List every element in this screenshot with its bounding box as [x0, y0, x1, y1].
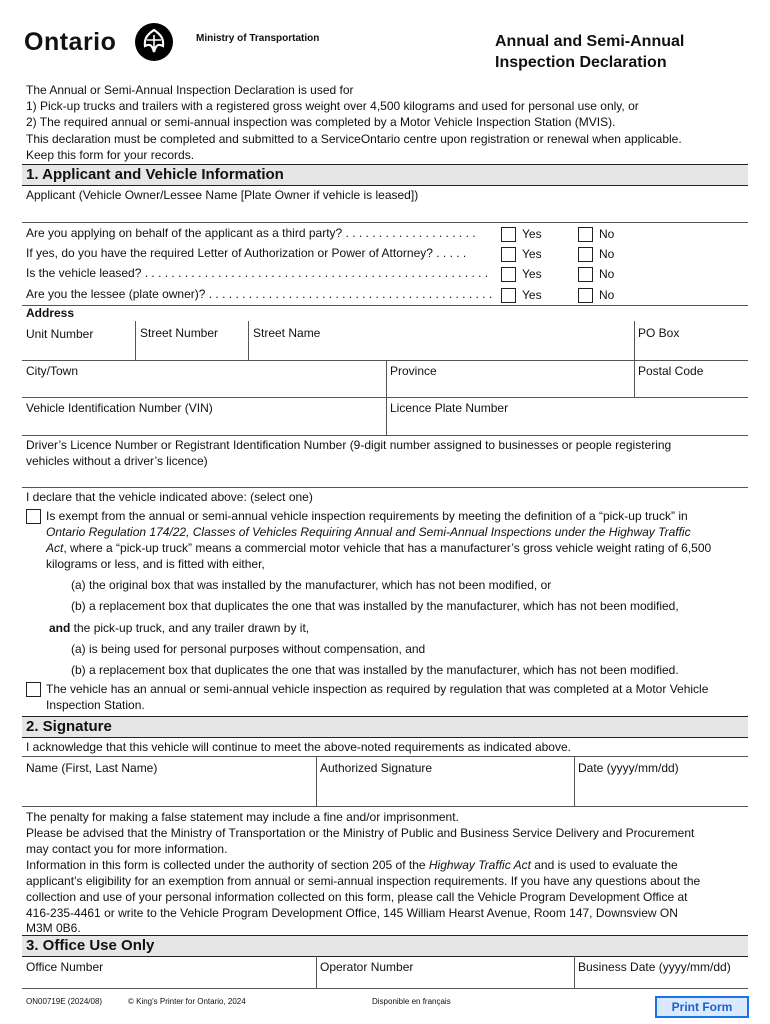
plate-input[interactable] — [388, 416, 746, 434]
leased-yes-checkbox[interactable] — [501, 267, 516, 282]
divider — [386, 397, 387, 435]
divider — [22, 756, 748, 757]
yes-label: Yes — [522, 267, 542, 281]
date-label: Date (yyyy/mm/dd) — [578, 761, 679, 775]
section2-header — [22, 716, 748, 738]
lessee-no-checkbox[interactable] — [578, 288, 593, 303]
form-title-line1: Annual and Semi-Annual — [495, 33, 685, 50]
section3-header — [22, 935, 748, 957]
intro-line: Keep this form for your records. — [26, 148, 195, 162]
condition-text: (b) a replacement box that duplicates the one that was installed by the manufacturer, which has not been modified, — [71, 599, 679, 613]
exempt-option-text: Act, where a “pick-up truck” means a commercial motor vehicle that has a manufacturer’s gross vehicle weight rating of 6,500 — [46, 541, 712, 555]
no-label: No — [599, 247, 615, 261]
postal-code-input[interactable] — [636, 379, 747, 396]
unit-number-input[interactable] — [22, 342, 134, 360]
province-label: Province — [390, 364, 437, 378]
form-code: ON00719E (2024/08) — [26, 997, 103, 1006]
divider — [574, 756, 575, 806]
exempt-option-text: Ontario Regulation 174/22, Classes of Vehicles Requiring Annual and Semi-Annual Inspections under the Highway Traffic — [46, 525, 691, 539]
applicant-label: Applicant (Vehicle Owner/Lessee Name [Plate Owner if vehicle is leased]) — [26, 188, 419, 202]
exempt-option-text: kilograms or less, and is fitted with either, — [46, 557, 265, 571]
divider — [22, 435, 748, 436]
divider — [22, 222, 748, 223]
leased-no-checkbox[interactable] — [578, 267, 593, 282]
business-date-label: Business Date (yyyy/mm/dd) — [578, 960, 731, 974]
question-lessee: Are you the lessee (plate owner)? . . . . . . . . . . . . . . . . . . . . . . . . . . . . . . . . . . . . . . . . . . . — [26, 287, 493, 301]
divider — [22, 360, 748, 361]
contact-note: Please be advised that the Ministry of Transportation or the Ministry of Public and Business Service Delivery and Procurement — [26, 826, 695, 840]
unit-number-label: Unit Number — [26, 327, 94, 341]
divider — [574, 956, 575, 988]
declare-label: I declare that the vehicle indicated above: (select one) — [26, 490, 313, 504]
condition-text: (a) is being used for personal purposes without compensation, and — [71, 642, 426, 656]
divider — [22, 397, 748, 398]
applicant-input[interactable] — [22, 204, 748, 222]
yes-label: Yes — [522, 227, 542, 241]
street-number-label: Street Number — [140, 326, 219, 340]
section1-header — [22, 164, 748, 186]
question-authorization: If yes, do you have the required Letter of Authorization or Power of Attorney? . . . . . — [26, 246, 467, 260]
divider — [22, 487, 748, 488]
intro-line: This declaration must be completed and submitted to a ServiceOntario centre upon registration or renewal when applicable. — [26, 132, 682, 146]
authorization-no-checkbox[interactable] — [578, 247, 593, 262]
office-number-label: Office Number — [26, 960, 104, 974]
street-name-input[interactable] — [249, 342, 633, 360]
no-label: No — [599, 227, 615, 241]
section1-title: 1. Applicant and Vehicle Information — [26, 166, 284, 183]
exempt-option-checkbox[interactable] — [26, 509, 41, 524]
condition-text: (a) the original box that was installed by the manufacturer, which has not been modified, or — [71, 578, 552, 592]
privacy-note: collection and use of your personal information collected on this form, please call the Vehicle Program Development Office at — [26, 890, 688, 904]
third-party-yes-checkbox[interactable] — [501, 227, 516, 242]
contact-note: may contact you for more information. — [26, 842, 228, 856]
penalty-note: The penalty for making a false statement may include a fine and/or imprisonment. — [26, 810, 459, 824]
question-leased: Is the vehicle leased? . . . . . . . . . . . . . . . . . . . . . . . . . . . . . . . . . . . . . . . . . . . . . . . . . . . . — [26, 266, 489, 280]
condition-text: and the pick-up truck, and any trailer drawn by it, — [49, 621, 310, 635]
privacy-note: 416-235-4461 or write to the Vehicle Program Development Office, 145 William Hearst Avenue, Room 147, Downsview ON — [26, 906, 678, 920]
dl-label: vehicles without a driver’s licence) — [26, 454, 208, 468]
po-box-label: PO Box — [638, 326, 680, 340]
divider — [316, 756, 317, 806]
vin-label: Vehicle Identification Number (VIN) — [26, 401, 213, 415]
mvis-option-text: Inspection Station. — [46, 698, 145, 712]
po-box-input[interactable] — [635, 342, 747, 360]
intro-line: 1) Pick-up trucks and trailers with a registered gross weight over 4,500 kilograms and used for personal use only, or — [26, 99, 639, 113]
name-label: Name (First, Last Name) — [26, 761, 158, 775]
city-label: City/Town — [26, 364, 79, 378]
privacy-note: applicant’s eligibility for an exemption from annual or semi-annual inspection requirements. If you have any questions about the — [26, 874, 701, 888]
section2-title: 2. Signature — [26, 718, 112, 735]
divider — [22, 305, 748, 306]
yes-label: Yes — [522, 247, 542, 261]
divider — [22, 988, 748, 989]
acknowledge-text: I acknowledge that this vehicle will continue to meet the above-noted requirements as indicated above. — [26, 740, 571, 754]
postal-code-label: Postal Code — [638, 364, 704, 378]
street-number-input[interactable] — [136, 342, 247, 360]
third-party-no-checkbox[interactable] — [578, 227, 593, 242]
divider — [386, 360, 387, 397]
date-input[interactable] — [576, 778, 746, 805]
mvis-option-checkbox[interactable] — [26, 682, 41, 697]
address-heading: Address — [26, 306, 75, 320]
french-availability: Disponible en français — [372, 997, 451, 1006]
dl-input[interactable] — [22, 470, 748, 486]
yes-label: Yes — [522, 288, 542, 302]
privacy-note: Information in this form is collected under the authority of section 205 of the Highway Traffic Act and is used to evaluate the — [26, 858, 678, 872]
city-input[interactable] — [22, 379, 384, 396]
copyright: © King's Printer for Ontario, 2024 — [128, 997, 246, 1006]
no-label: No — [599, 267, 615, 281]
ministry-name: Ministry of Transportation — [196, 33, 320, 44]
vin-input[interactable] — [22, 416, 384, 434]
province-input[interactable] — [388, 379, 632, 396]
trillium-logo-icon — [134, 22, 174, 62]
exempt-option-text: Is exempt from the annual or semi-annual vehicle inspection requirements by meeting the definition of a “pick-up truck” in — [46, 509, 688, 523]
section3-title: 3. Office Use Only — [26, 937, 155, 954]
question-third-party: Are you applying on behalf of the applicant as a third party? . . . . . . . . . . . . . . . . . . . . — [26, 226, 476, 240]
intro-line: The Annual or Semi-Annual Inspection Declaration is used for — [26, 83, 354, 97]
lessee-yes-checkbox[interactable] — [501, 288, 516, 303]
form-title-line2: Inspection Declaration — [495, 54, 667, 71]
privacy-note: M3M 0B6. — [26, 921, 81, 935]
ontario-logo-text: Ontario — [24, 28, 117, 56]
divider — [316, 956, 317, 988]
intro-line: 2) The required annual or semi-annual inspection was completed by a Motor Vehicle Inspection Station (MVIS). — [26, 115, 616, 129]
divider — [634, 360, 635, 397]
no-label: No — [599, 288, 615, 302]
signature-field[interactable] — [318, 778, 572, 805]
plate-label: Licence Plate Number — [390, 401, 509, 415]
divider — [22, 806, 748, 807]
mvis-option-text: The vehicle has an annual or semi-annual vehicle inspection as required by regulation that was completed at a Motor Vehicle — [46, 682, 709, 696]
signature-label: Authorized Signature — [320, 761, 433, 775]
authorization-yes-checkbox[interactable] — [501, 247, 516, 262]
print-form-button[interactable]: Print Form — [655, 996, 749, 1018]
street-name-label: Street Name — [253, 326, 321, 340]
operator-number-label: Operator Number — [320, 960, 414, 974]
name-input[interactable] — [22, 778, 314, 805]
dl-label: Driver’s Licence Number or Registrant Identification Number (9-digit number assigned to businesses or people registering — [26, 438, 672, 452]
condition-text: (b) a replacement box that duplicates the one that was installed by the manufacturer, which has not been modified. — [71, 663, 679, 677]
